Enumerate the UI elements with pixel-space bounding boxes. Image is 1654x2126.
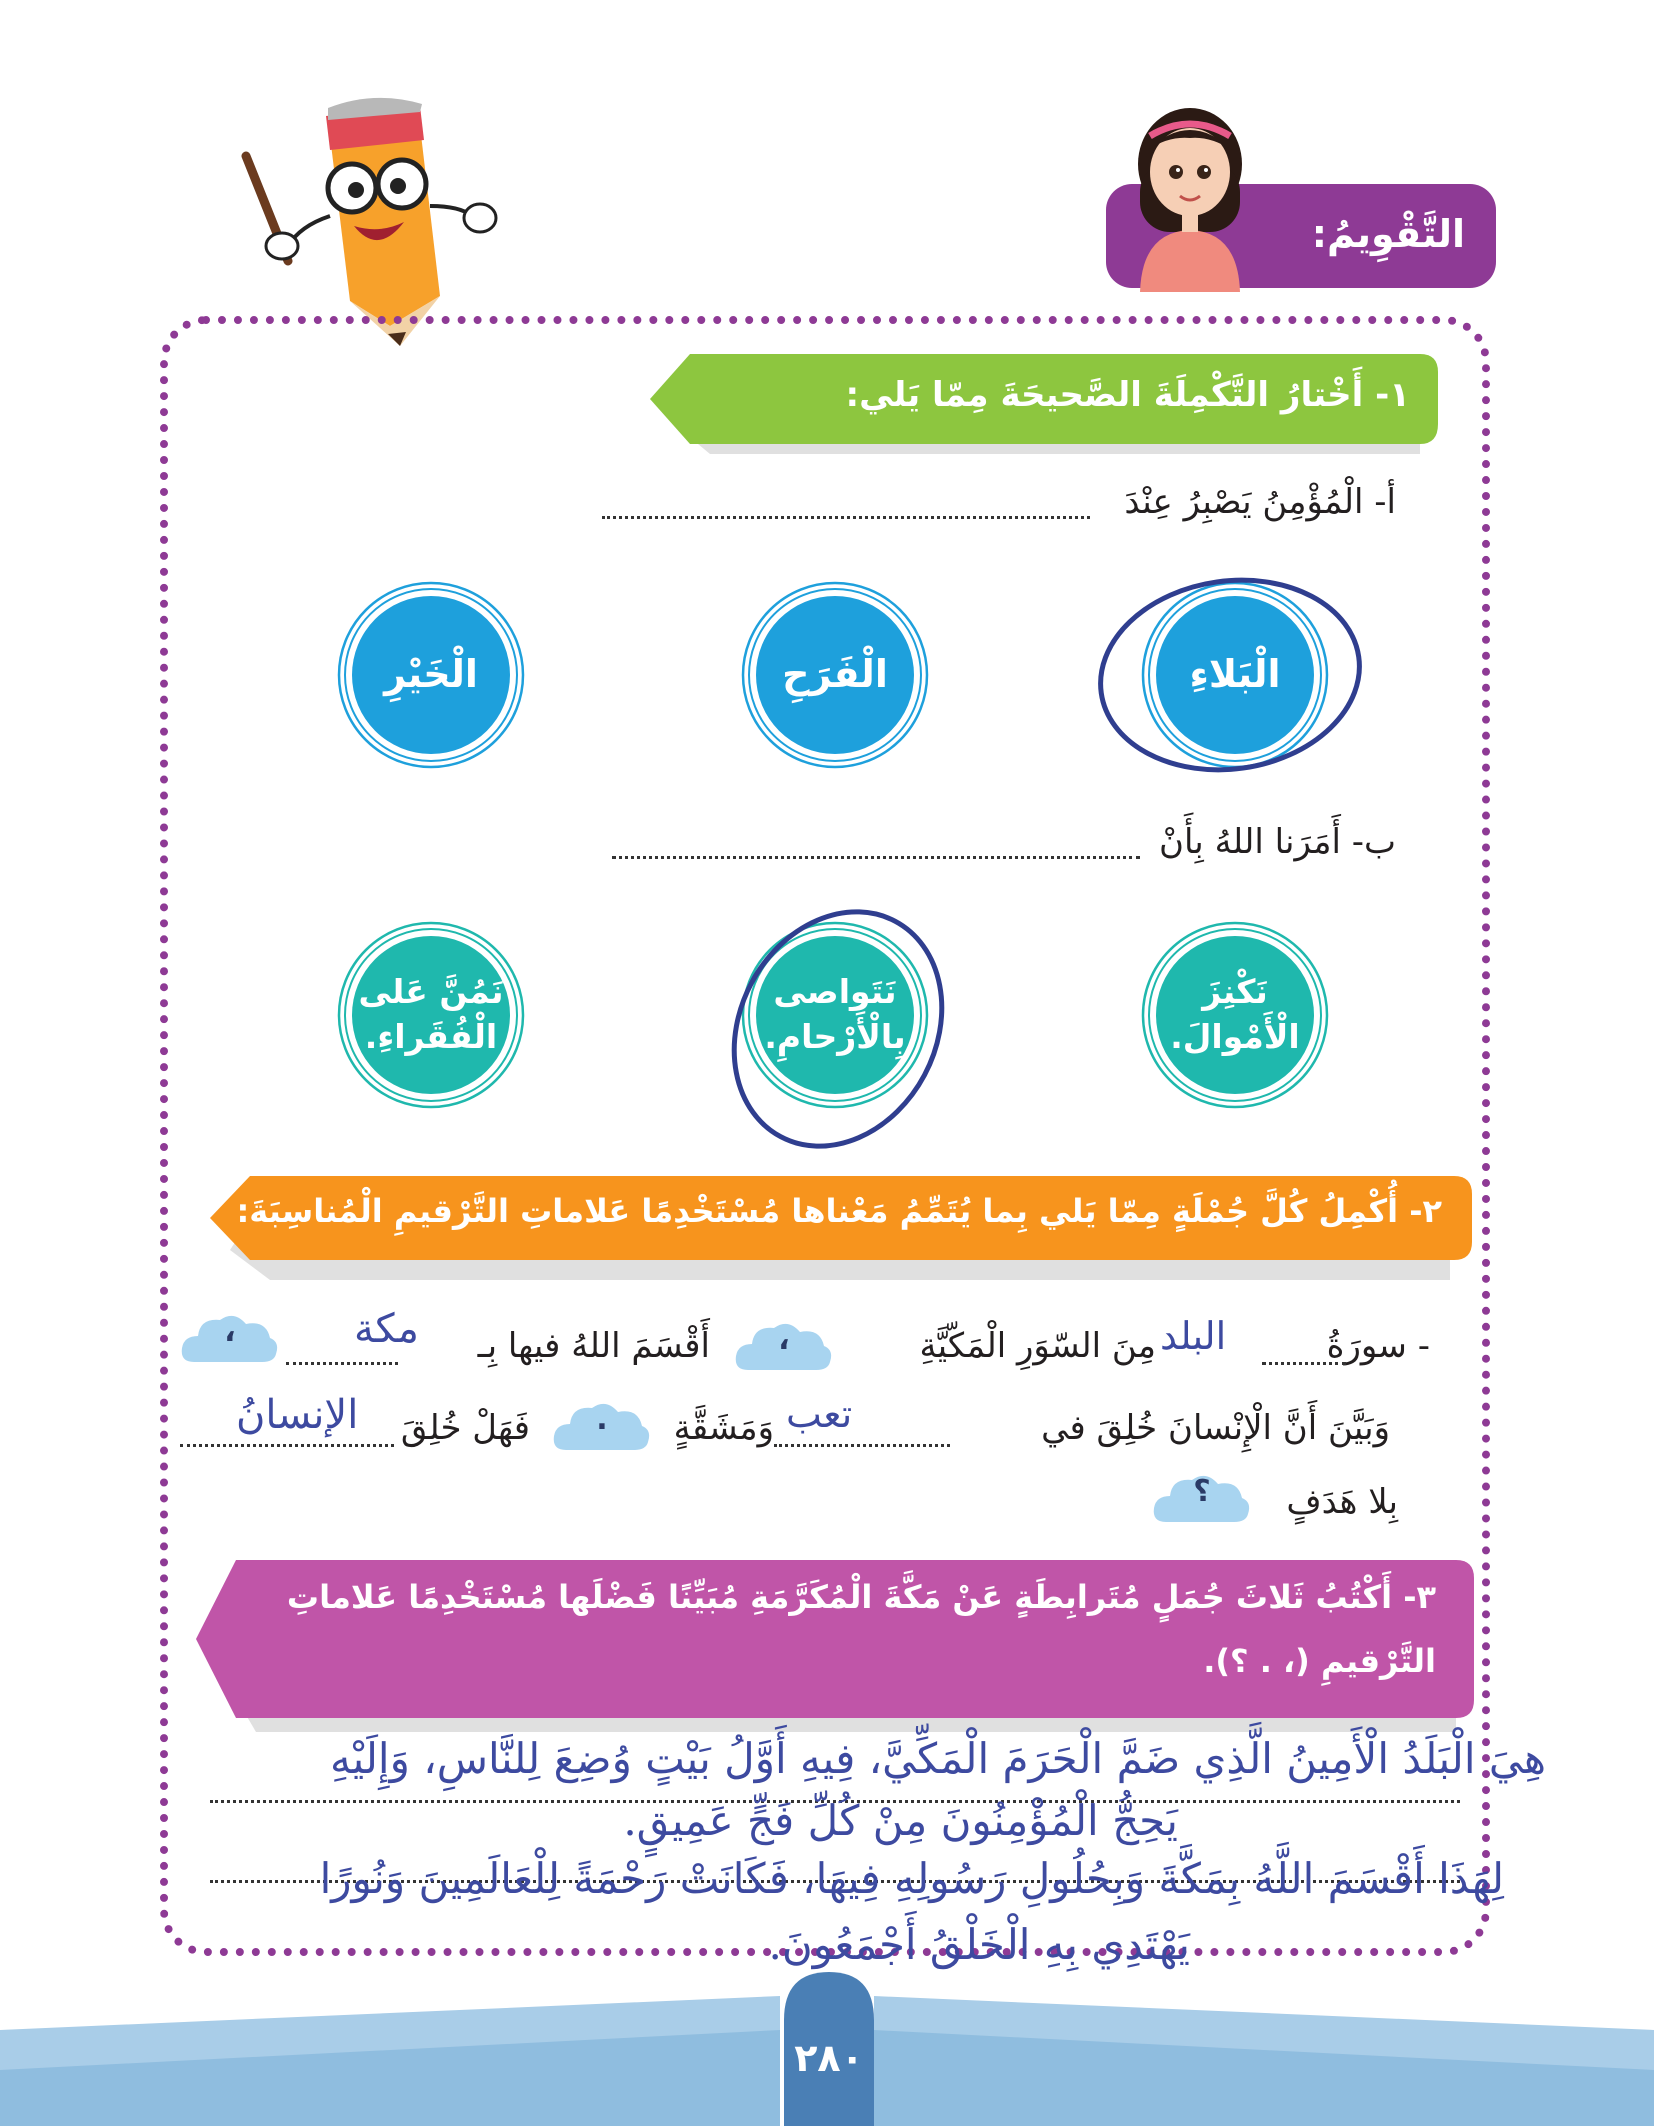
q3-banner-line1: ٣- أَكْتُبُ ثَلاثَ جُمَلٍ مُتَرابِطَةٍ عَنْ مَكَّةَ الْمُكَرَّمَةِ مُبَيِّنًا فَضْلَها مُسْتَخْدِمًا عَلاماتِ: [286, 1578, 1436, 1616]
q1-banner-text: ١- أَخْتارُ التَّكْمِلَةَ الصَّحيحَةَ مِمّا يَلي:: [845, 375, 1410, 415]
option-line-1: نَكْنِزَ: [1202, 972, 1268, 1012]
pencil-mascot: [240, 96, 500, 346]
q1-banner: [650, 354, 1440, 464]
option-label: الْبَلاءِ: [1189, 652, 1281, 697]
q2-blank-4: [180, 1444, 394, 1447]
cloud-mark: ،: [224, 1314, 236, 1349]
cloud-mark: ؟: [1193, 1474, 1211, 1509]
q2-banner: [210, 1176, 1472, 1286]
q2-banner-text: ٢- أُكْمِلُ كُلَّ جُمْلَةٍ مِمّا يَلي بِما يُتَمِّمُ مَعْناها مُسْتَخْدِمًا عَلاماتِ التَّرْقيمِ الْمُناسِبَةَ:: [236, 1192, 1442, 1230]
punctuation-cloud-4: [1152, 1470, 1252, 1528]
q3-answer-line-4: يَهْتَدِي بِهِ الْخَلْقُ أَجْمَعُونَ.: [768, 1920, 1190, 1969]
punctuation-cloud-2: [180, 1310, 280, 1368]
q2-line3: بِلا هَدَفٍ: [1286, 1482, 1398, 1522]
evaluation-title: التَّقْوِيمُ:: [1311, 212, 1465, 256]
q2-line1-a: - سورَةُ: [1326, 1326, 1430, 1366]
option-line-2: الْأَمْوالَ.: [1170, 1017, 1300, 1056]
q3-answer-line-1: هِيَ الْبَلَدُ الْأَمِينُ الَّذِي ضَمَّ الْحَرَمَ الْمَكِّيَّ، فِيهِ أَوَّلُ بَيْتٍ وُضِعَ لِلنَّاسِ، وَإِلَيْهِ: [329, 1734, 1546, 1783]
girl-illustration: [1110, 102, 1270, 292]
option-line-2: الْفُقَراءِ.: [364, 1017, 498, 1056]
option-label: الْخَيْرِ: [384, 652, 478, 697]
q2-blank-1: [1262, 1362, 1346, 1365]
option-label: [336, 920, 526, 1110]
q2-line2-c: فَهَلْ خُلِقَ: [400, 1408, 530, 1448]
cloud-mark: .: [596, 1402, 608, 1437]
option-line-1: نَتَواصى: [773, 972, 897, 1012]
option-circle-hoard[interactable]: [1140, 920, 1330, 1110]
q3-answer-line-2: يَحِجُّ الْمُؤْمِنُونَ مِنْ كُلِّ فَجٍّ عَمِيقٍ.: [623, 1796, 1178, 1845]
option-line-2: بِالْأَرْحامِ.: [764, 1017, 906, 1056]
answer-handwritten-taab: تعب: [786, 1392, 853, 1436]
q1a-prompt: أ- الْمُؤْمِنُ يَصْبِرُ عِنْدَ: [1124, 482, 1396, 522]
option-circle-reproach[interactable]: [336, 920, 526, 1110]
q2-blank-2: [286, 1362, 398, 1365]
answer-handwritten-makkah: مكة: [354, 1306, 419, 1352]
page-number: ٢٨٠: [794, 2036, 864, 2080]
punctuation-cloud-3: [552, 1398, 652, 1456]
q2-line2-a: وَبَيَّنَ أَنَّ الْإِنْسانَ خُلِقَ في: [1041, 1408, 1390, 1448]
option-line-1: نَمُنَّ عَلى: [358, 972, 504, 1012]
q3-answer-line-3: لِهَذَا أَقْسَمَ اللَّهُ بِمَكَّةَ وَبِحُلُولِ رَسُولِهِ فِيهَا، فَكَانَتْ رَحْمَةً لِلْعَالَمِينَ وَنُورًا: [319, 1854, 1504, 1903]
option-circle-balaa[interactable]: [1140, 580, 1330, 770]
cloud-mark: ،: [778, 1322, 790, 1357]
q1b-answer-line: [612, 856, 1140, 859]
q3-banner-line2: التَّرْقيمِ (، . ؟).: [1203, 1642, 1436, 1680]
q2-line1-b: مِنَ السّوَرِ الْمَكّيَّةِ: [919, 1326, 1156, 1366]
q2-line1-c: أَقْسَمَ اللهُ فيها بِـ: [477, 1326, 710, 1366]
q3-banner: [196, 1560, 1476, 1736]
q1b-prompt: ب- أَمَرَنا اللهُ بِأَنْ: [1158, 822, 1396, 862]
q2-line2-b: وَمَشَقَّةٍ: [673, 1408, 774, 1448]
answer-handwritten-balad: البلد: [1160, 1314, 1227, 1358]
option-circle-khair[interactable]: [336, 580, 526, 770]
option-circle-kinship[interactable]: [740, 920, 930, 1110]
q2-blank-3: [774, 1444, 950, 1447]
option-label: [740, 920, 930, 1110]
option-label: الْفَرَحِ: [782, 652, 888, 697]
option-label: [1140, 920, 1330, 1110]
answer-handwritten-insan: الإنسانُ: [236, 1392, 359, 1438]
option-circle-farah[interactable]: [740, 580, 930, 770]
punctuation-cloud-1: [734, 1318, 834, 1376]
q1a-answer-line: [602, 516, 1090, 519]
